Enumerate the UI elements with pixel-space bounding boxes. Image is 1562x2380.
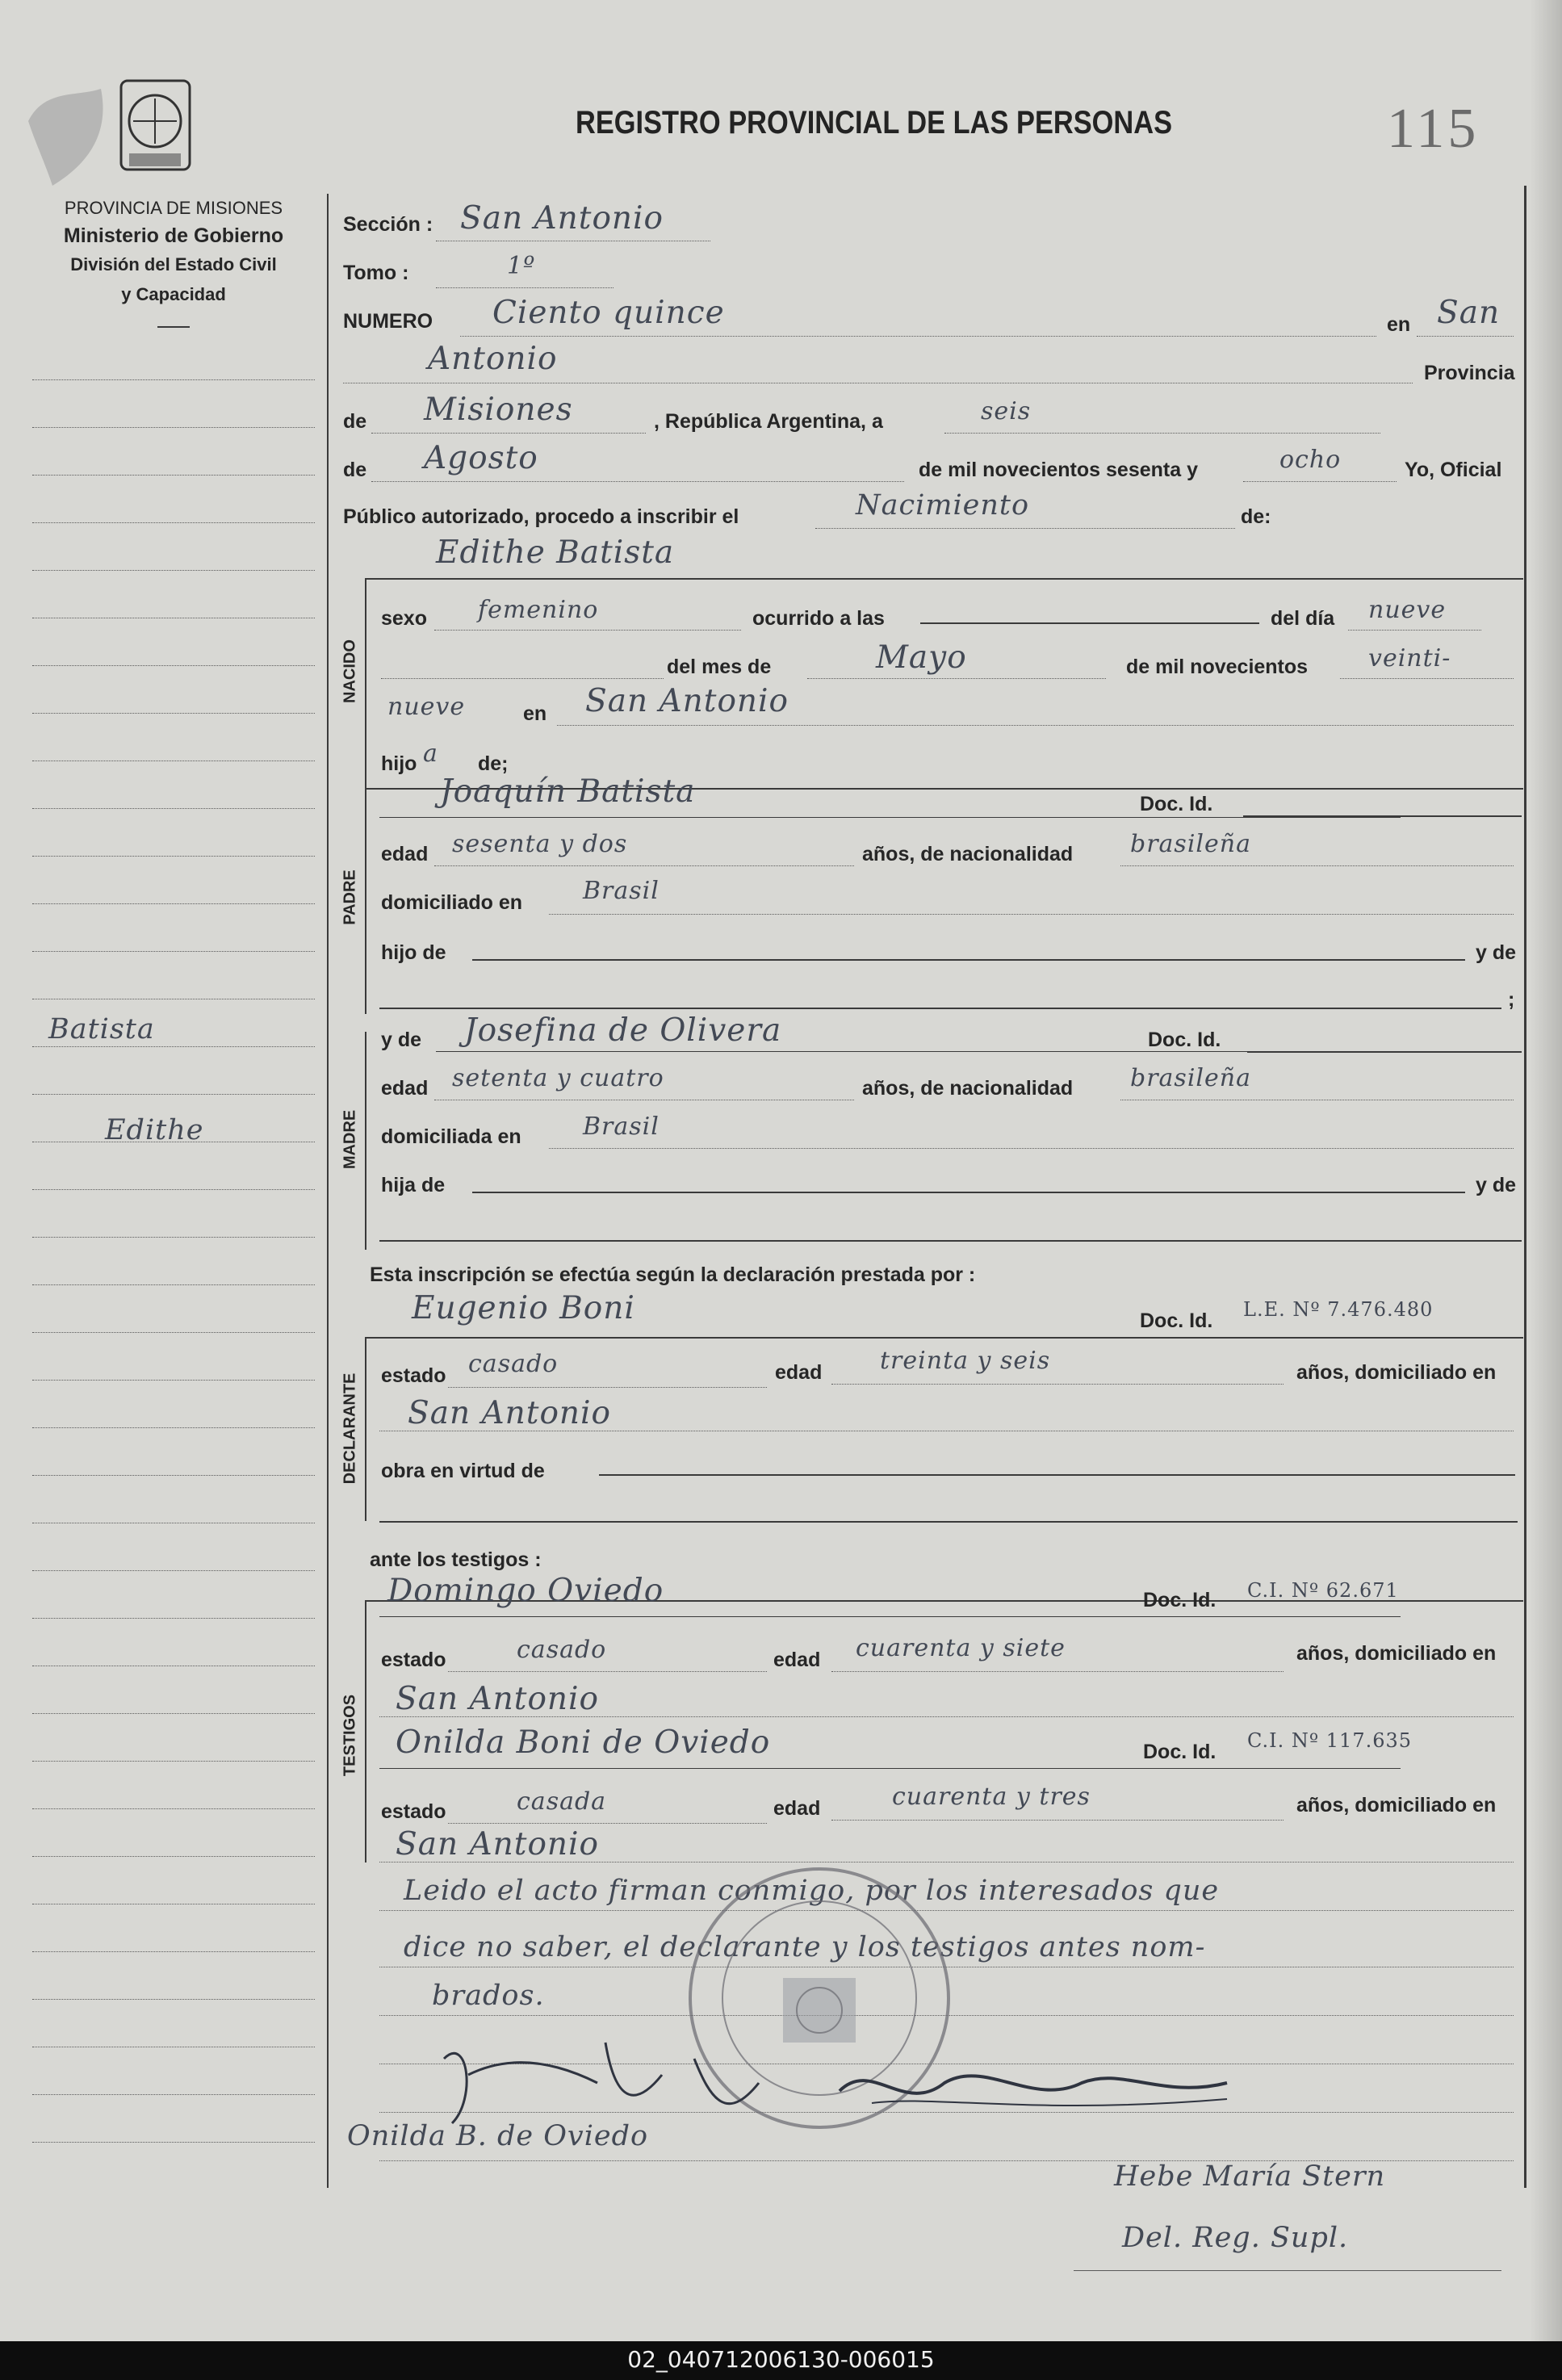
- declarante-edad: treinta y seis: [880, 1347, 1051, 1375]
- line-edad-testigo1: [831, 1671, 1284, 1672]
- margin-ruled-line: [32, 1189, 315, 1190]
- label-de-mil: de mil novecientos sesenta y: [919, 459, 1198, 481]
- entry-provincia: Misiones: [424, 392, 573, 428]
- line-estado-declarante: [448, 1387, 767, 1388]
- label-de-2: de: [343, 459, 367, 481]
- padre-edad: sesenta y dos: [452, 830, 628, 858]
- testigo2-nombre: Onilda Boni de Oviedo: [396, 1724, 771, 1761]
- testigo1-edad: cuarenta y siete: [856, 1634, 1066, 1662]
- margin-ruled-line: [32, 522, 315, 523]
- label-provincia: Provincia: [1424, 362, 1515, 384]
- entry-anio: ocho: [1279, 446, 1342, 474]
- entry-lugar-2: Antonio: [428, 341, 558, 377]
- margin-ruled-line: [32, 1284, 315, 1285]
- margin-ruled-line: [32, 856, 315, 857]
- authority-line-3: División del Estado Civil: [70, 254, 277, 274]
- line-provincia: [371, 433, 646, 434]
- label-numero: NUMERO: [343, 310, 433, 333]
- label-estado-testigo2: estado: [381, 1800, 446, 1823]
- label-edad-testigo1: edad: [773, 1649, 821, 1671]
- label-sexo: sexo: [381, 607, 427, 630]
- label-edad-testigo2: edad: [773, 1797, 821, 1820]
- label-y-de-end: y de: [1476, 941, 1517, 964]
- page-number: 115: [1387, 98, 1480, 160]
- margin-ruled-line: [32, 665, 315, 666]
- line-obra-2: [379, 1521, 1518, 1523]
- testigo2-domicilio: San Antonio: [396, 1826, 599, 1863]
- margin-ruled-line: [32, 570, 315, 571]
- label-tomo: Tomo :: [343, 262, 409, 284]
- margin-ruled-line: [32, 1618, 315, 1619]
- declarante-domicilio: San Antonio: [408, 1395, 611, 1431]
- line-acto: [815, 528, 1235, 529]
- margin-ruled-line: [32, 1951, 315, 1952]
- section-label-padre: PADRE: [341, 869, 359, 925]
- line-pre-mes: [381, 678, 664, 679]
- label-de-1: de: [343, 410, 367, 433]
- margin-ruled-line: [32, 1999, 315, 2000]
- scan-reference-code: 02_040712006130-006015: [627, 2346, 935, 2373]
- section-label-madre: MADRE: [341, 1109, 359, 1170]
- declarante-doc: L.E. Nº 7.476.480: [1243, 1298, 1434, 1321]
- entry-numero: Ciento quince: [492, 295, 725, 331]
- line-edad-padre: [434, 865, 854, 866]
- line-sexo: [434, 630, 741, 631]
- madre-domicilio: Brasil: [583, 1112, 660, 1141]
- closing-line-1: Leido el acto firman conmigo, por los interesados que: [404, 1875, 1220, 1907]
- margin-given-name: Edithe: [105, 1114, 204, 1146]
- label-testigos: ante los testigos :: [370, 1548, 542, 1571]
- authority-line-2: Ministerio de Gobierno: [63, 224, 284, 247]
- line-hija-de-2: [379, 1240, 1522, 1242]
- label-republica: , República Argentina, a: [654, 410, 883, 433]
- testigo2-edad: cuarenta y tres: [892, 1783, 1091, 1811]
- label-dom-declarante: años, domiciliado en: [1296, 1361, 1497, 1384]
- testigos-bracket: [365, 1600, 366, 1863]
- margin-surname: Batista: [48, 1013, 155, 1045]
- label-doc-testigo1: Doc. Id.: [1143, 1589, 1217, 1611]
- line-anio: [1243, 481, 1397, 482]
- declarante-bracket: [365, 1337, 366, 1521]
- line-lugar-nac: [557, 725, 1514, 726]
- section-label-declarante: DECLARANTE: [341, 1372, 359, 1485]
- testigo2-doc: C.I. Nº 117.635: [1247, 1729, 1413, 1752]
- right-border: [1524, 186, 1526, 2188]
- label-dom-testigo2: años, domiciliado en: [1296, 1794, 1497, 1816]
- line-edad-declarante: [831, 1384, 1284, 1385]
- line-hora: [920, 622, 1259, 624]
- label-ocurrido: ocurrido a las: [752, 607, 885, 630]
- label-doc-testigo2: Doc. Id.: [1143, 1741, 1217, 1763]
- label-nac-madre: años, de nacionalidad: [862, 1077, 1074, 1100]
- margin-ruled-line: [32, 1094, 315, 1095]
- label-de-mil-nov: de mil novecientos: [1126, 656, 1309, 678]
- label-hijo: hijo: [381, 752, 417, 775]
- line-anio-nac: [1340, 678, 1514, 679]
- line-dom-testigo1: [379, 1716, 1514, 1717]
- label-dom-testigo1: años, domiciliado en: [1296, 1642, 1497, 1665]
- testigo2-estado: casada: [517, 1787, 607, 1816]
- margin-ruled-line: [32, 951, 315, 952]
- label-nac-padre: años, de nacionalidad: [862, 843, 1074, 865]
- margin-ruled-line: [32, 1380, 315, 1381]
- margin-ruled-line: [32, 1332, 315, 1333]
- section-label-nacido: NACIDO: [341, 639, 359, 703]
- label-doc-padre: Doc. Id.: [1140, 793, 1213, 815]
- margin-ruled-line: [32, 808, 315, 809]
- declarante-top-rule: [365, 1337, 1523, 1339]
- provincial-seal-icon: [20, 65, 206, 202]
- entry-acto: Nacimiento: [856, 489, 1030, 522]
- line-hija-de: [472, 1192, 1465, 1193]
- line-testigo2-nombre: [379, 1768, 1401, 1769]
- label-yo-oficial: Yo, Oficial: [1405, 459, 1502, 481]
- label-hija-de: hija de: [381, 1174, 446, 1196]
- padre-domicilio: Brasil: [583, 877, 660, 905]
- label-doc-declarante: Doc. Id.: [1140, 1309, 1213, 1332]
- testigo1-nombre: Domingo Oviedo: [387, 1573, 664, 1609]
- margin-ruled-line: [32, 903, 315, 904]
- margin-ruled-line: [32, 427, 315, 428]
- line-estado-testigo1: [448, 1671, 767, 1672]
- label-y-de-end-2: y de: [1476, 1174, 1517, 1196]
- line-dia: [944, 433, 1380, 434]
- declarante-nombre: Eugenio Boni: [412, 1290, 635, 1326]
- label-en-nac: en: [523, 702, 547, 725]
- declarante-estado: casado: [468, 1350, 559, 1378]
- entry-nombre: Edithe Batista: [436, 534, 675, 571]
- line-estado-testigo2: [448, 1823, 767, 1824]
- madre-edad: setenta y cuatro: [452, 1064, 664, 1092]
- page-edge-shadow: [1530, 0, 1562, 2380]
- margin-ruled-line: [32, 379, 315, 380]
- closing-line-3: brados.: [432, 1980, 545, 2012]
- authority-line-1: PROVINCIA DE MISIONES: [64, 198, 283, 218]
- label-de-colon: de:: [1241, 505, 1271, 528]
- nacido-dia: nueve: [1368, 596, 1447, 624]
- line-hijo-de: [472, 959, 1465, 961]
- line-mes-nac: [807, 678, 1106, 679]
- margin-ruled-line: [32, 713, 315, 714]
- testigo1-domicilio: San Antonio: [396, 1681, 599, 1717]
- testigo1-doc: C.I. Nº 62.671: [1247, 1579, 1399, 1602]
- line-nombre: [365, 578, 1523, 580]
- nacido-hijo-suffix: a: [423, 740, 438, 768]
- nacido-anio-1: veinti-: [1368, 644, 1451, 673]
- label-edad-madre: edad: [381, 1077, 429, 1100]
- closing-line-2: dice no saber, el declarante y los testigos antes nom-: [404, 1931, 1206, 1963]
- line-mes: [371, 481, 904, 482]
- margin-ruled-line: [32, 1427, 315, 1428]
- line-padre-nombre: [379, 817, 1401, 818]
- label-doc-madre: Doc. Id.: [1148, 1029, 1221, 1051]
- margin-divider: [327, 194, 329, 2188]
- label-dom-padre: domiciliado en: [381, 891, 523, 914]
- margin-ruled-line: [32, 1713, 315, 1714]
- nacido-lugar: San Antonio: [585, 683, 789, 719]
- line-edad-testigo2: [831, 1820, 1284, 1821]
- label-del-mes: del mes de: [667, 656, 772, 678]
- line-testigo1-nombre: [379, 1616, 1401, 1617]
- line-dom-madre: [549, 1148, 1514, 1149]
- label-dom-madre: domiciliada en: [381, 1125, 521, 1148]
- label-estado-testigo1: estado: [381, 1649, 446, 1671]
- label-estado-declarante: estado: [381, 1364, 446, 1387]
- nacido-mes: Mayo: [876, 639, 967, 676]
- label-edad-declarante: edad: [775, 1361, 823, 1384]
- margin-ruled-line: [32, 1046, 315, 1047]
- label-semicolon: ;: [1508, 988, 1515, 1011]
- signature-official: Hebe María Stern: [1114, 2160, 1386, 2193]
- signature-role: Del. Reg. Supl.: [1122, 2222, 1349, 2254]
- line-dom-padre: [549, 914, 1514, 915]
- nacido-bracket: [365, 578, 366, 788]
- margin-ruled-line: [32, 1237, 315, 1238]
- authority-line-4: y Capacidad: [121, 284, 226, 304]
- padre-nombre: Joaquín Batista: [440, 773, 696, 810]
- nacido-anio-2: nueve: [387, 693, 466, 721]
- madre-nacionalidad: brasileña: [1130, 1064, 1251, 1092]
- entry-dia: seis: [981, 397, 1032, 425]
- line-doc-padre: [1243, 815, 1522, 817]
- line-role: [1074, 2270, 1501, 2271]
- margin-ruled-line: [32, 1808, 315, 1809]
- margin-ruled-line: [32, 475, 315, 476]
- label-obra: obra en virtud de: [381, 1460, 545, 1482]
- line-hijo-de-2: [379, 1008, 1501, 1009]
- madre-bracket: [365, 1032, 366, 1250]
- label-edad-padre: edad: [381, 843, 429, 865]
- margin-ruled-line: [32, 1856, 315, 1857]
- label-declaracion: Esta inscripción se efectúa según la declaración prestada por :: [370, 1263, 976, 1286]
- padre-bracket: [365, 788, 366, 1014]
- testigo1-estado: casado: [517, 1636, 607, 1664]
- margin-ruled-line: [32, 1570, 315, 1571]
- label-seccion: Sección :: [343, 213, 433, 236]
- entry-seccion: San Antonio: [460, 200, 664, 237]
- label-hijo-de: hijo de: [381, 941, 446, 964]
- line-nac-padre: [1120, 865, 1514, 866]
- entry-mes: Agosto: [424, 440, 538, 476]
- margin-ruled-line: [32, 1761, 315, 1762]
- label-de-sc: de;: [478, 752, 509, 775]
- document-title: REGISTRO PROVINCIAL DE LAS PERSONAS: [576, 105, 1173, 140]
- signature-witness: Onilda B. de Oviedo: [347, 2120, 649, 2152]
- line-numero: [460, 336, 1376, 337]
- margin-ruled-line: [32, 2142, 315, 2143]
- label-del-dia: del día: [1271, 607, 1335, 630]
- line-en: [1417, 336, 1514, 337]
- line-tomo: [436, 287, 613, 288]
- nacido-sexo: femenino: [478, 596, 599, 624]
- madre-nombre: Josefina de Olivera: [464, 1012, 782, 1049]
- entry-tomo: 1º: [507, 252, 536, 280]
- section-label-testigos: TESTIGOS: [341, 1694, 359, 1777]
- label-publico: Público autorizado, procedo a inscribir el: [343, 505, 739, 528]
- margin-ruled-line: [32, 2094, 315, 2095]
- margin-ruled-line: [32, 1475, 315, 1476]
- line-doc-madre: [1247, 1051, 1522, 1053]
- padre-nacionalidad: brasileña: [1130, 830, 1251, 858]
- entry-lugar-1: San: [1437, 295, 1501, 331]
- line-dia-nac: [1348, 630, 1481, 631]
- line-obra: [599, 1474, 1515, 1476]
- label-y-de: y de: [381, 1029, 422, 1051]
- label-en: en: [1387, 313, 1411, 336]
- authority-rule: [157, 326, 190, 328]
